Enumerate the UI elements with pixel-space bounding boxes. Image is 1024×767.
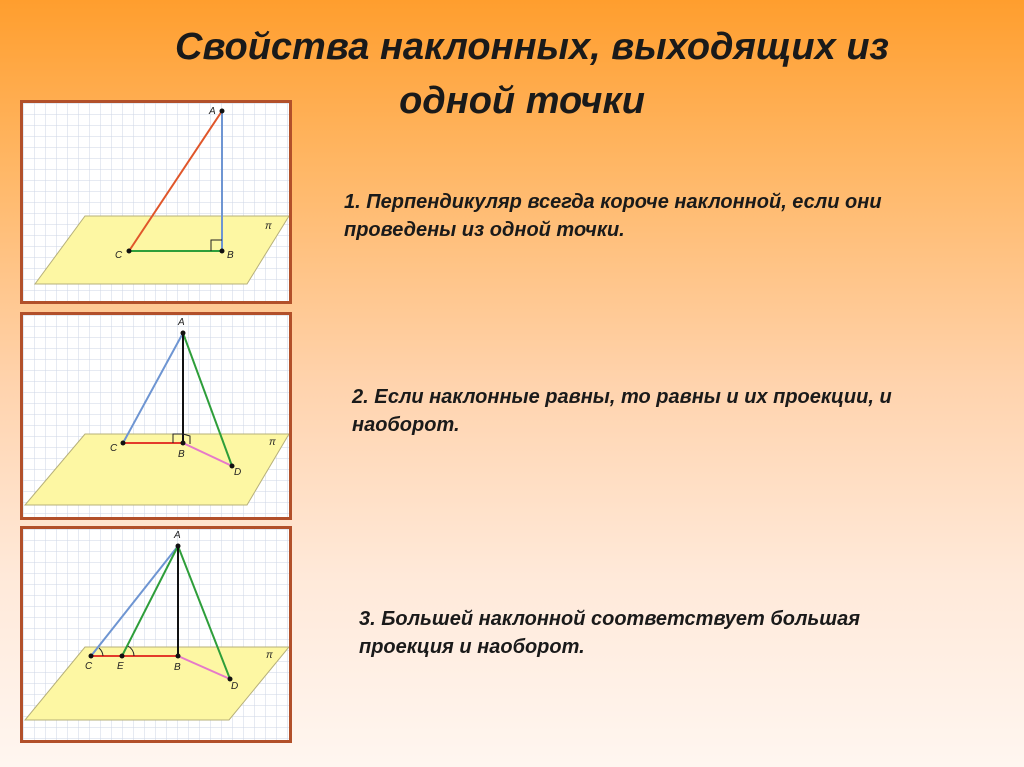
figure-1-panel: [20, 100, 292, 304]
label-d: D: [231, 681, 239, 692]
label-b: B: [178, 449, 185, 460]
label-a: A: [174, 530, 181, 541]
page-title-line-2: одной точки: [399, 80, 645, 122]
figure-2-panel: [20, 312, 292, 520]
property-2-text: 2. Если наклонные равны, то равны и их проекции, и наоборот.: [352, 386, 892, 436]
figure-3-panel: [20, 526, 292, 743]
label-pi: π: [265, 221, 272, 232]
label-d: D: [234, 467, 242, 478]
label-a: A: [209, 106, 216, 117]
label-c: C: [85, 661, 93, 672]
figure-3-drawing: [23, 529, 289, 740]
label-b: B: [174, 662, 181, 673]
label-e: E: [117, 661, 124, 672]
figure-1-drawing: [23, 103, 289, 301]
label-pi: π: [269, 437, 276, 448]
label-a: A: [178, 317, 185, 328]
label-c: C: [110, 443, 118, 454]
property-1-text: 1. Перпендикуляр всегда короче наклонной, если они проведены из одной точки.: [344, 191, 882, 241]
property-3-text: 3. Большей наклонной соответствует большая проекция и наоборот.: [359, 608, 860, 658]
label-pi: π: [266, 650, 273, 661]
page-title-line-1: Свойства наклонных, выходящих из: [175, 26, 889, 68]
label-b: B: [227, 250, 234, 261]
figure-2-drawing: [23, 315, 289, 517]
label-c: C: [115, 250, 123, 261]
